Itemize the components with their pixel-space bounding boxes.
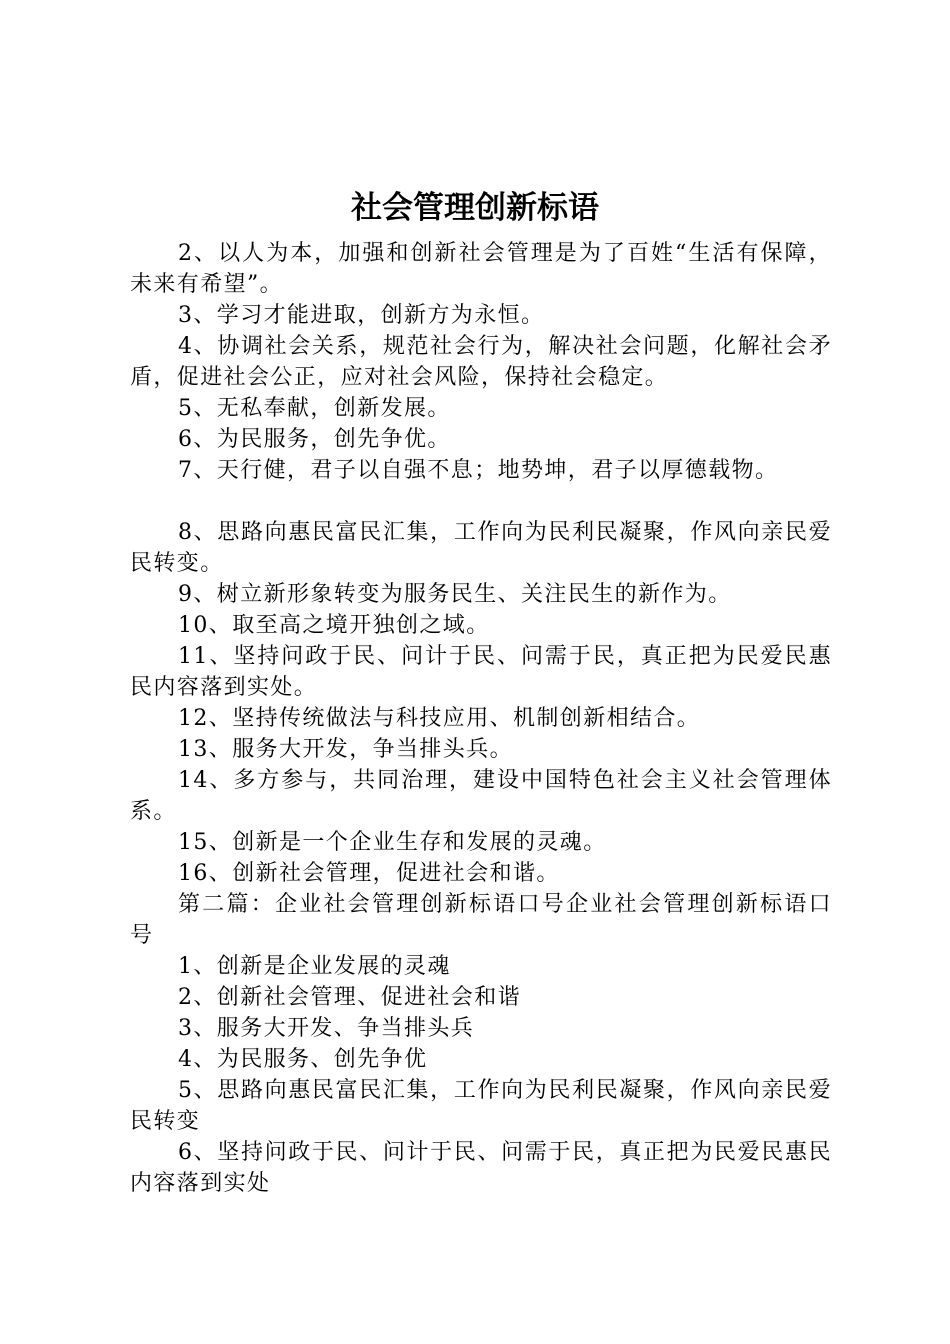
section-heading: 第二篇：企业社会管理创新标语口号企业社会管理创新标语口号 (130, 892, 832, 948)
paragraph: 2、创新社会管理、促进社会和谐 (178, 985, 521, 1010)
blank-line (130, 486, 832, 517)
paragraph: 4、协调社会关系，规范社会行为，解决社会问题，化解社会矛盾，促进社会公正，应对社会风险，保持社会稳定。 (130, 334, 832, 390)
document-body (130, 238, 832, 1199)
paragraph: 3、学习才能进取，创新方为永恒。 (178, 303, 545, 328)
paragraph: 8、思路向惠民富民汇集，工作向为民利民凝聚，作风向亲民爱民转变。 (130, 520, 832, 576)
paragraph: 11、坚持问政于民、问计于民、问需于民，真正把为民爱民惠民内容落到实处。 (130, 644, 832, 700)
paragraph: 14、多方参与，共同治理，建设中国特色社会主义社会管理体系。 (130, 768, 832, 824)
paragraph: 10、取至高之境开独创之域。 (178, 613, 490, 638)
document-title: 社会管理创新标语 (351, 190, 599, 226)
paragraph: 16、创新社会管理，促进社会和谐。 (178, 861, 560, 886)
paragraph: 12、坚持传统做法与科技应用、机制创新相结合。 (178, 706, 701, 731)
paragraph: 6、为民服务，创先争优。 (178, 427, 451, 452)
paragraph: 5、思路向惠民富民汇集，工作向为民利民凝聚，作风向亲民爱民转变 (130, 1078, 832, 1134)
paragraph: 7、天行健，君子以自强不息；地势坤，君子以厚德载物。 (178, 458, 779, 483)
paragraph: 4、为民服务、创先争优 (178, 1047, 428, 1072)
paragraph: 9、树立新形象转变为服务民生、关注民生的新作为。 (178, 582, 732, 607)
paragraph: 1、创新是企业发展的灵魂 (178, 954, 451, 979)
paragraph: 6、坚持问政于民、问计于民、问需于民，真正把为民爱民惠民内容落到实处 (130, 1140, 832, 1196)
paragraph: 3、服务大开发、争当排头兵 (178, 1016, 475, 1041)
paragraph: 5、无私奉献，创新发展。 (178, 396, 451, 421)
paragraph: 13、服务大开发，争当排头兵。 (178, 737, 513, 762)
paragraph: 2、以人为本，加强和创新社会管理是为了百姓“生活有保障，未来有希望”。 (130, 241, 832, 297)
paragraph: 15、创新是一个企业生存和发展的灵魂。 (178, 830, 607, 855)
